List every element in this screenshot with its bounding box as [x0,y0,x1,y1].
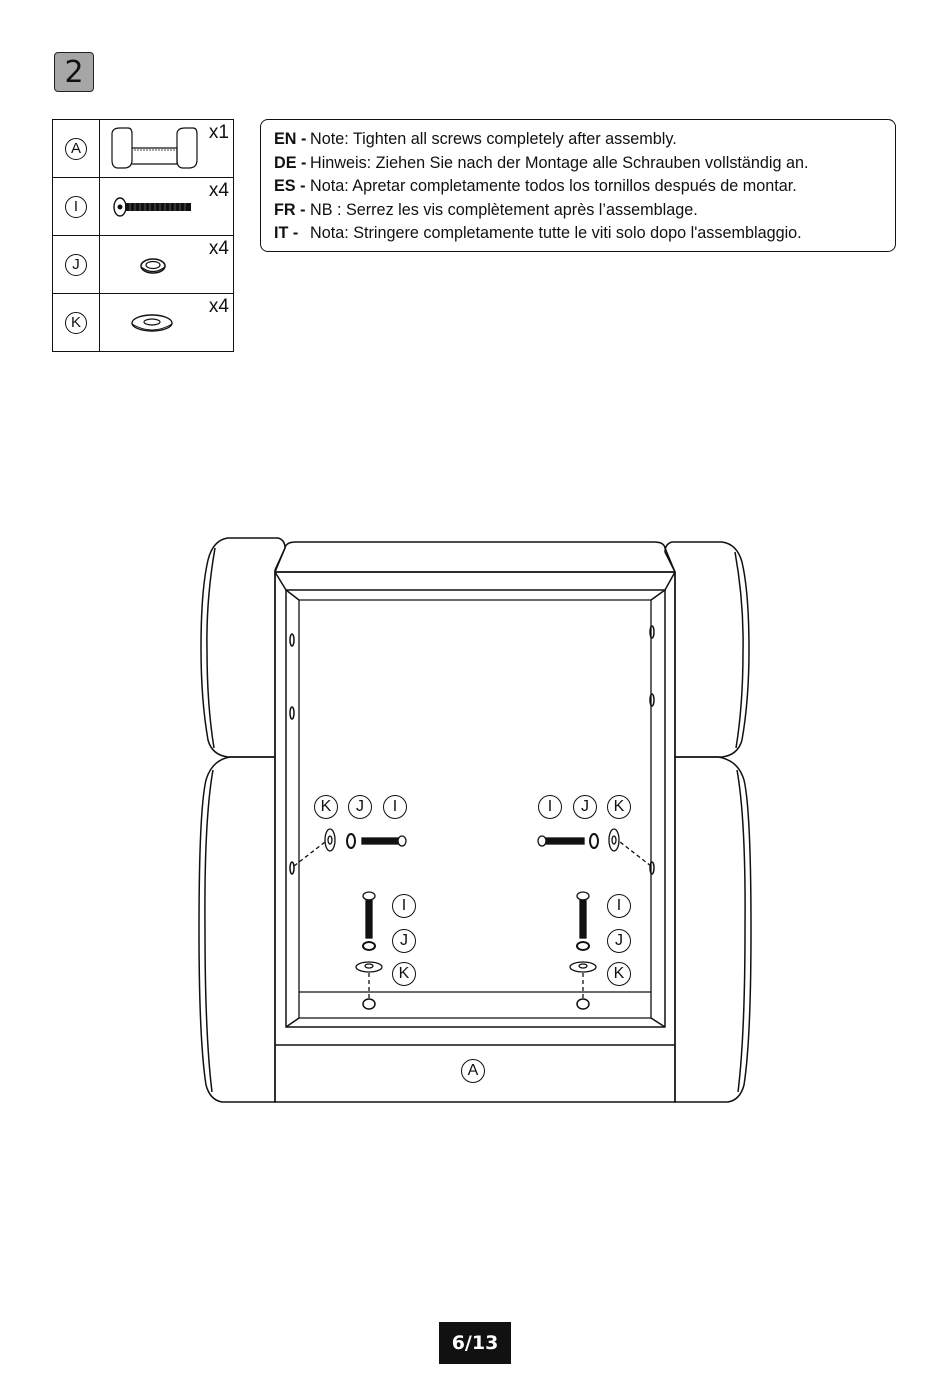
bottom-left-fastener-set [356,892,382,998]
bottom-right-fastener-set [570,892,596,998]
part-quantity: x4 [208,180,229,201]
note-de: DE - Hinweis: Ziehen Sie nach der Montage alle Schrauben vollständig an. [274,153,809,172]
callout-i: I [392,894,416,918]
part-quantity: x4 [208,296,229,317]
left-upper-cushion [201,538,285,757]
callout-k: K [392,962,416,986]
page-number: 6/13 [439,1322,511,1364]
note-fr: FR - NB : Serrez les vis complètement après l’assemblage. [274,200,698,219]
part-quantity: x4 [208,238,229,259]
callout-k: K [607,795,631,819]
left-arm [199,757,275,1102]
right-upper-cushion [665,542,749,757]
right-fastener-set [538,829,651,866]
right-arm [675,757,751,1102]
callout-i: I [538,795,562,819]
callout-j: J [573,795,597,819]
callout-i: I [607,894,631,918]
part-letter: A [65,138,87,160]
part-letter: K [65,312,87,334]
callout-j: J [348,795,372,819]
backrest-top [275,542,675,572]
note-es: ES - Nota: Apretar completamente todos los tornillos después de montar. [274,177,797,196]
part-letter: J [65,254,87,276]
part-letter: I [65,196,87,218]
callout-a: A [461,1059,485,1083]
note-it: IT - Nota: Stringere completamente tutte le viti solo dopo l'assemblaggio. [274,224,802,243]
note-en: EN - Note: Tighten all screws completely after assembly. [274,130,677,148]
part-quantity: x1 [208,122,229,143]
left-fastener-set [294,829,406,866]
step-number-badge: 2 [54,52,94,92]
callout-j: J [392,929,416,953]
callout-i: I [383,795,407,819]
callout-k: K [314,795,338,819]
callout-k: K [607,962,631,986]
callout-j: J [607,929,631,953]
